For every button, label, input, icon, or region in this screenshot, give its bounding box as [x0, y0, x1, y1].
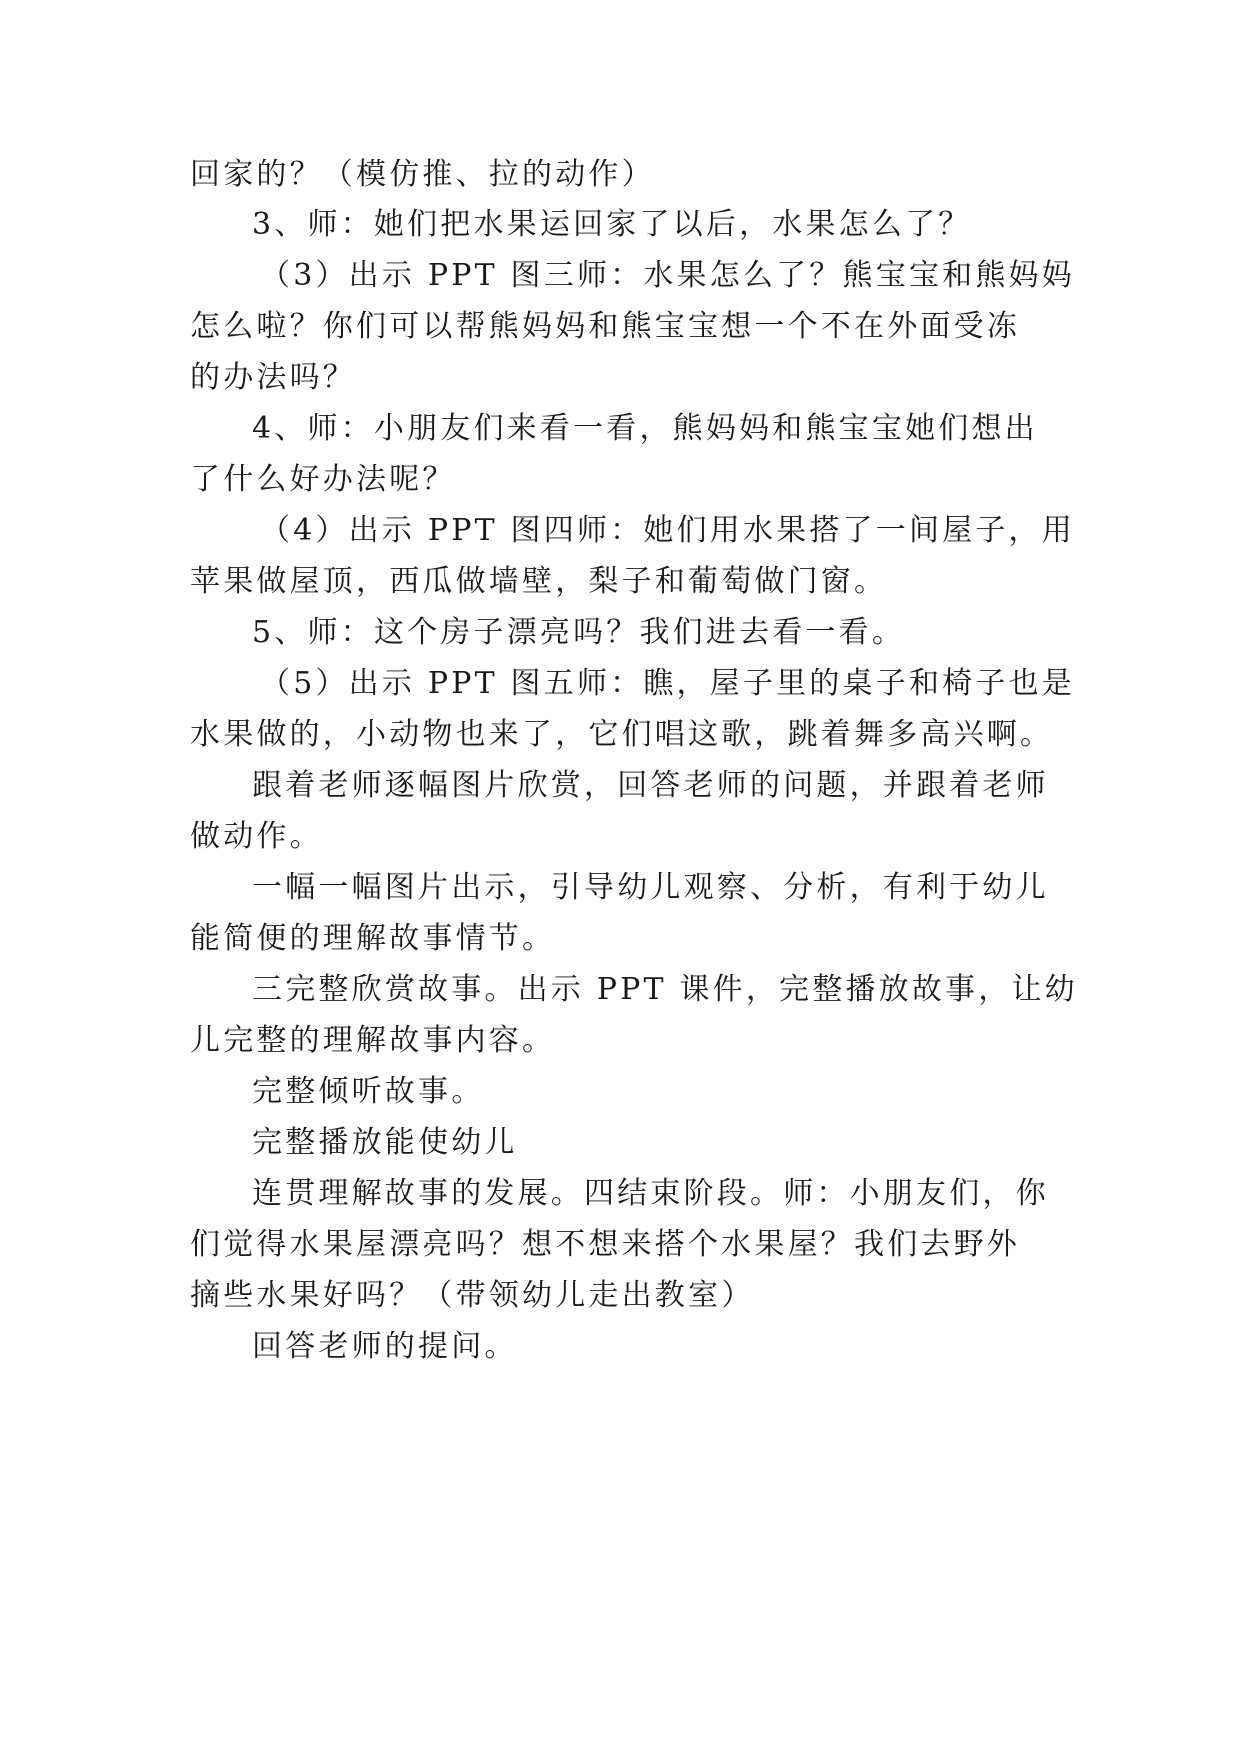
text-line: 了什么好办法呢？ [190, 462, 456, 497]
text-line: 儿完整的理解故事内容。 [190, 1023, 556, 1058]
text-line: 水果做的，小动物也来了，它们唱这歌，跳着舞多高兴啊。 [190, 717, 1054, 752]
text-line: 们觉得水果屋漂亮吗？想不想来搭个水果屋？我们去野外 [190, 1227, 1020, 1262]
text-line: 完整播放能使幼儿 [252, 1125, 518, 1160]
text-line: 苹果做屋顶，西瓜做墙壁，梨子和葡萄做门窗。 [190, 564, 888, 599]
text-line: （3）出示 PPT 图三师：水果怎么了？熊宝宝和熊妈妈 [260, 258, 1075, 293]
text-line: （5）出示 PPT 图五师：瞧，屋子里的桌子和椅子也是 [260, 666, 1075, 701]
text-line: 4、师：小朋友们来看一看，熊妈妈和熊宝宝她们想出 [252, 411, 1038, 446]
text-line: 回答老师的提问。 [252, 1329, 518, 1364]
text-line: 完整倾听故事。 [252, 1074, 485, 1109]
text-line: 跟着老师逐幅图片欣赏，回答老师的问题，并跟着老师 [252, 768, 1049, 803]
text-line: 摘些水果好吗？（带领幼儿走出教室） [190, 1278, 755, 1313]
text-line: 三完整欣赏故事。出示 PPT 课件，完整播放故事，让幼 [252, 972, 1078, 1007]
text-line: 5、师：这个房子漂亮吗？我们进去看一看。 [252, 615, 906, 650]
text-line: 连贯理解故事的发展。四结束阶段。师：小朋友们，你 [252, 1176, 1049, 1211]
text-line: 做动作。 [190, 819, 323, 854]
text-line: 回家的？（模仿推、拉的动作） [190, 157, 655, 192]
text-line: 的办法吗？ [190, 360, 356, 395]
text-line: （4）出示 PPT 图四师：她们用水果搭了一间屋子，用 [260, 513, 1075, 548]
text-line: 3、师：她们把水果运回家了以后，水果怎么了？ [252, 207, 972, 242]
text-line: 怎么啦？你们可以帮熊妈妈和熊宝宝想一个不在外面受冻 [190, 309, 1020, 344]
text-line: 能简便的理解故事情节。 [190, 921, 556, 956]
text-line: 一幅一幅图片出示，引导幼儿观察、分析，有利于幼儿 [252, 870, 1049, 905]
